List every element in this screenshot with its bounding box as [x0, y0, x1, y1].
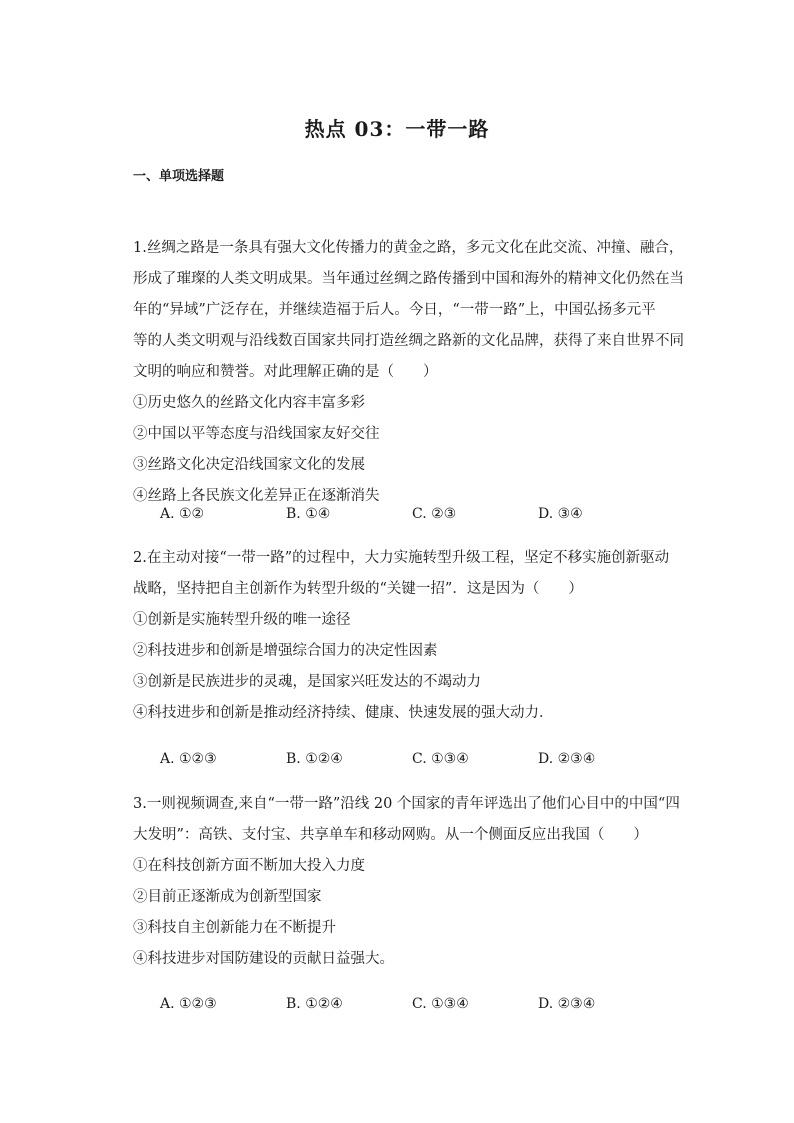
statement-option: ③创新是民族进步的灵魂，是国家兴旺发达的不竭动力 — [133, 674, 481, 690]
section-heading: 一、单项选择题 — [133, 169, 225, 184]
statement-option: ③丝路文化决定沿线国家文化的发展 — [133, 457, 365, 473]
question-stem-line: 年的“异域”广泛存在，并继续造福于后人。今日，“一带一路”上，中国弘扬多元平 — [133, 302, 656, 318]
choice-d: D. ③④ — [538, 506, 583, 522]
choice-a: A. ①②③ — [160, 751, 217, 767]
choice-b: B. ①②④ — [286, 751, 343, 767]
question-stem-line: 文明的响应和赞誉。对此理解正确的是（ ） — [133, 364, 438, 380]
statement-option: ④科技进步和创新是推动经济持续、健康、快速发展的强大动力． — [133, 705, 554, 721]
choice-a: A. ①②③ — [160, 996, 217, 1012]
statement-option: ③科技自主创新能力在不断提升 — [133, 920, 336, 936]
statement-option: ②中国以平等态度与沿线国家友好交往 — [133, 426, 380, 442]
question-stem-line: 战略，坚持把自主创新作为转型升级的“关键一招”．这是因为（ ） — [133, 581, 583, 597]
choice-d: D. ②③④ — [538, 996, 596, 1012]
choice-a: A. ①② — [160, 506, 205, 522]
statement-option: ④丝路上各民族文化差异正在逐渐消失 — [133, 488, 380, 504]
question-stem-line: 2.在主动对接“一带一路”的过程中，大力实施转型升级工程，坚定不移实施创新驱动 — [133, 550, 670, 566]
statement-option: ①创新是实施转型升级的唯一途径 — [133, 612, 351, 628]
question-stem-line: 大发明”：高铁、支付宝、共享单车和移动网购。从一个侧面反应出我国（ ） — [133, 827, 648, 843]
question-3 — [133, 789, 680, 975]
page-title: 热点 03：一带一路 — [304, 117, 490, 141]
statement-option: ①在科技创新方面不断加大投入力度 — [133, 858, 365, 874]
choice-b: B. ①②④ — [286, 996, 343, 1012]
question-1 — [133, 233, 684, 512]
statement-option: ②目前正逐渐成为创新型国家 — [133, 889, 322, 905]
choice-c: C. ①③④ — [412, 996, 469, 1012]
statement-option: ④科技进步对国防建设的贡献日益强大。 — [133, 951, 394, 967]
choice-b: B. ①④ — [286, 506, 331, 522]
choice-c: C. ②③ — [412, 506, 457, 522]
statement-option: ②科技进步和创新是增强综合国力的决定性因素 — [133, 643, 438, 659]
question-stem-line: 1.丝绸之路是一条具有强大文化传播力的黄金之路，多元文化在此交流、冲撞、融合， — [133, 240, 684, 256]
choice-d: D. ②③④ — [538, 751, 596, 767]
choice-c: C. ①③④ — [412, 751, 469, 767]
question-2 — [133, 543, 673, 729]
statement-option: ①历史悠久的丝路文化内容丰富多彩 — [133, 395, 365, 411]
question-stem-line: 形成了璀璨的人类文明成果。当年通过丝绸之路传播到中国和海外的精神文化仍然在当 — [133, 271, 684, 287]
question-stem-line: 等的人类文明观与沿线数百国家共同打造丝绸之路新的文化品牌，获得了来自世界不同 — [133, 333, 684, 349]
question-stem-line: 3.一则视频调查,来自“一带一路”沿线 20 个国家的青年评选出了他们心目中的中国“四 — [133, 796, 680, 812]
